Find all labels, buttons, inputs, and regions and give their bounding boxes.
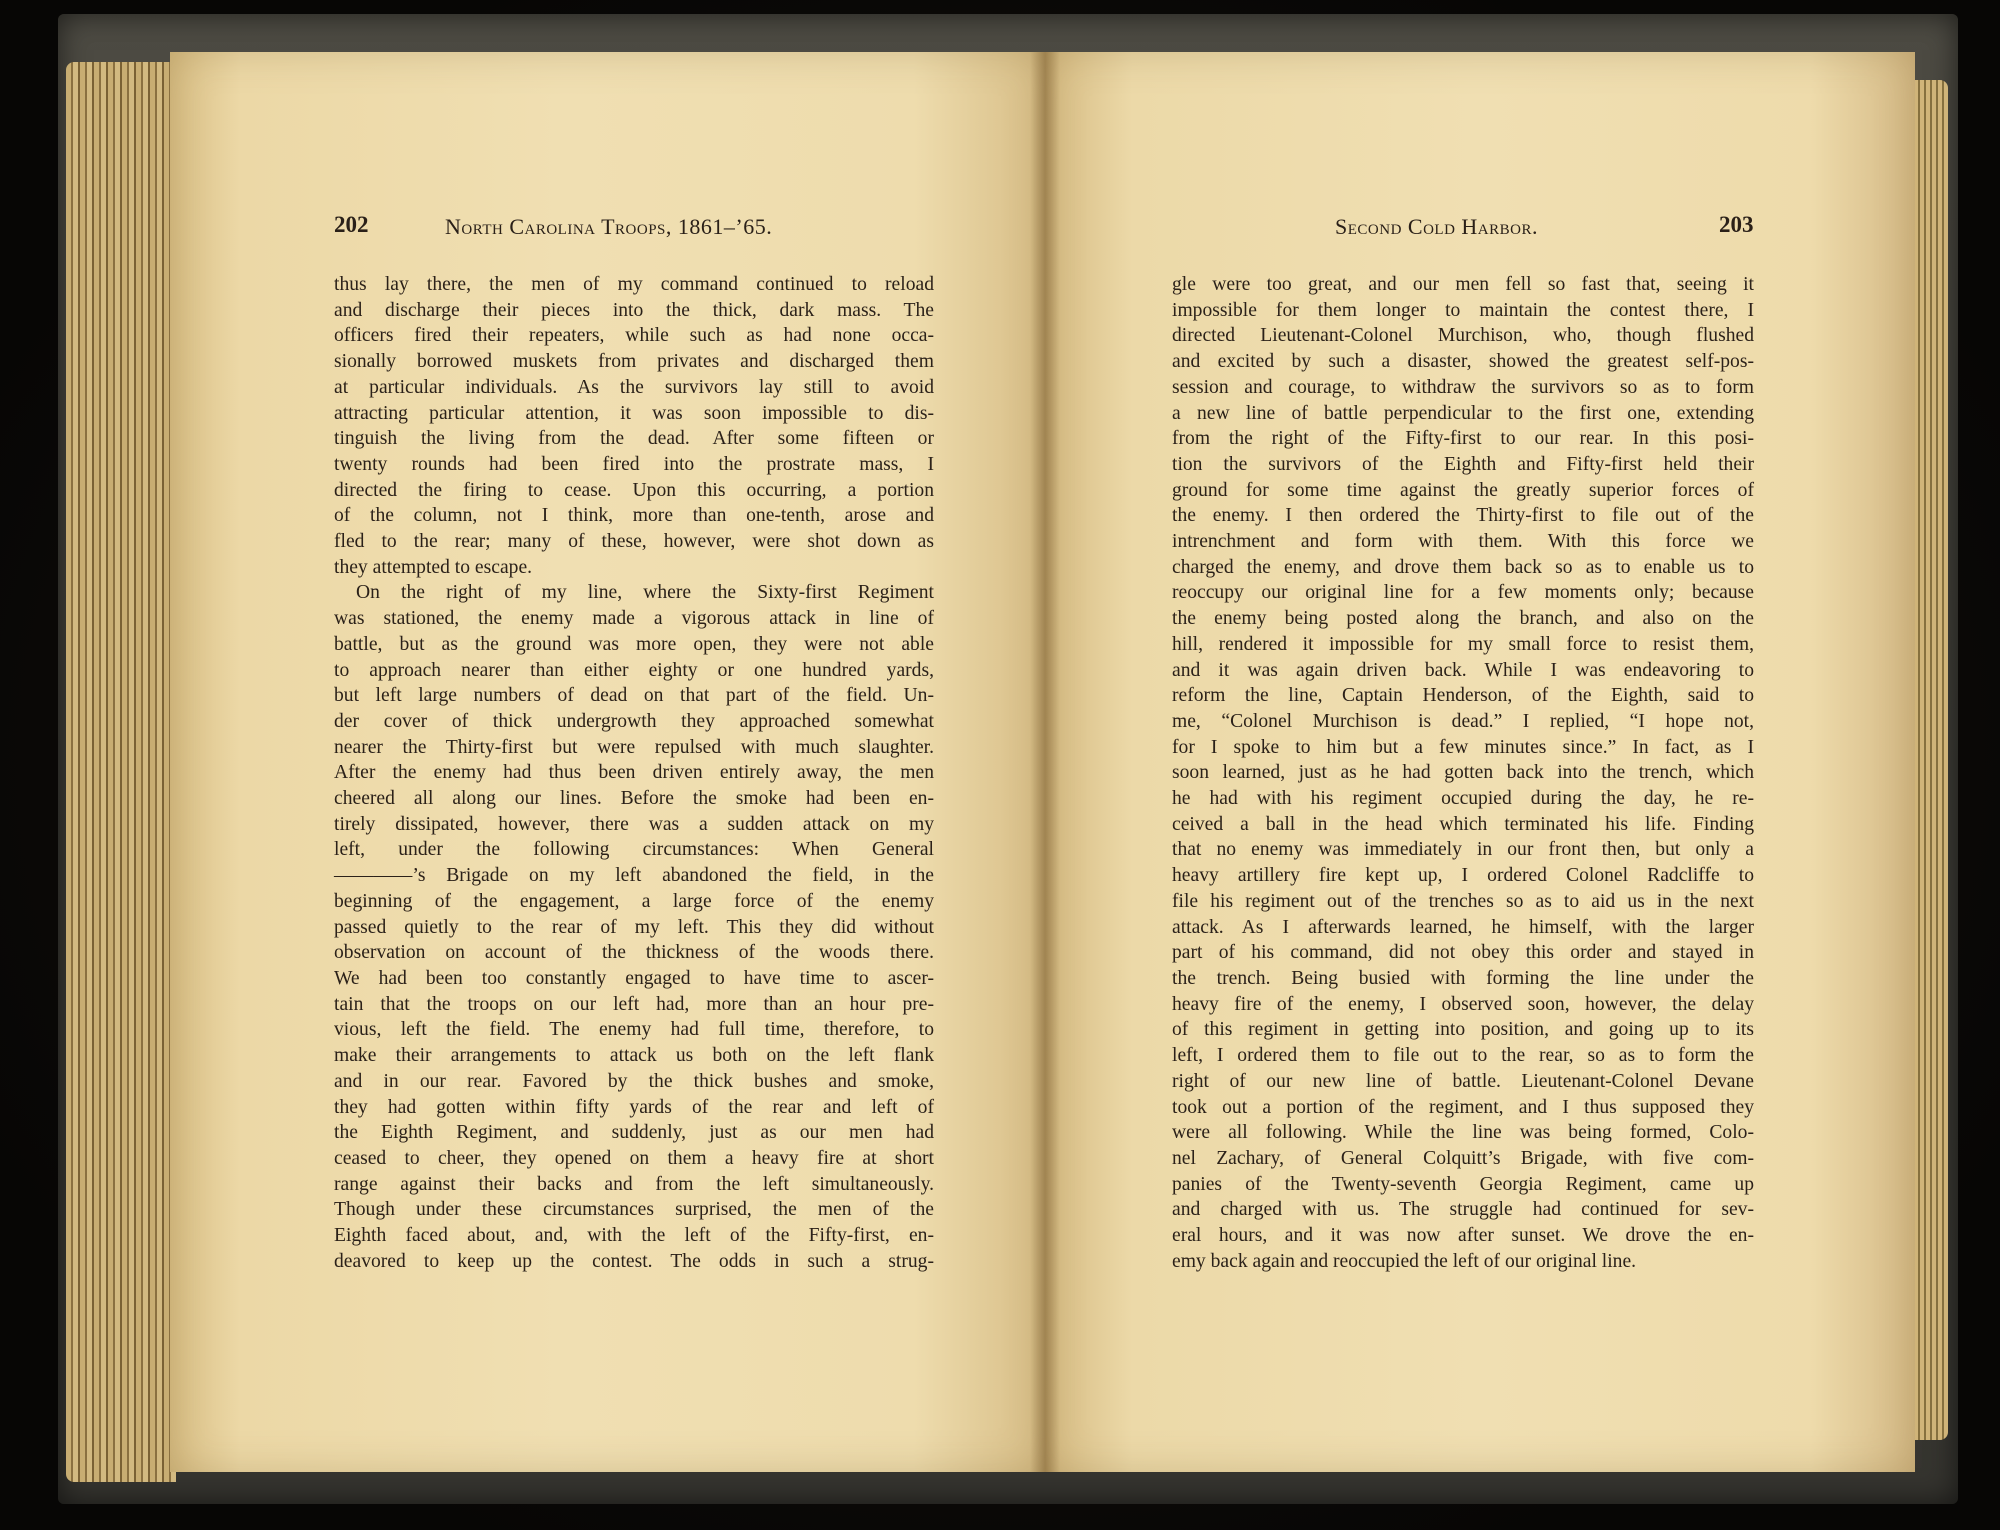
book-gutter [1030,52,1060,1472]
text-line: officers fired their repeaters, while such as had none occa- [334,325,934,347]
text-line: attracting particular attention, it was soon impossible to dis- [334,402,934,424]
text-line: they had gotten within fifty yards of the rear and left of [334,1096,934,1118]
text-line: eral hours, and it was now after sunset. We drove the en- [1172,1225,1754,1247]
text-line: On the right of my line, where the Sixty-first Regiment [356,582,934,604]
text-line: impossible for them longer to maintain the contest there, I [1172,299,1754,321]
right-running-head: Second Cold Harbor. [1335,214,1538,239]
text-line: charged the enemy, and drove them back so as to enable us to [1172,556,1754,578]
text-line: passed quietly to the rear of my left. This they did without [334,916,934,938]
text-line: heavy artillery fire kept up, I ordered Colonel Radcliffe to [1172,865,1754,887]
text-line: tirely dissipated, however, there was a sudden attack on my [334,813,934,835]
text-line: tion the survivors of the Eighth and Fifty-first held their [1172,453,1754,475]
text-line: ceased to cheer, they opened on them a heavy fire at short [334,1147,934,1169]
right-page-number: 203 [1719,212,1754,237]
text-line: left, I ordered them to file out to the rear, so as to form the [1172,1045,1754,1067]
right-page-body [1172,272,1754,1274]
text-line: session and courage, to withdraw the survivors so as to form [1172,376,1754,398]
text-line: the enemy. I then ordered the Thirty-first to file out of the [1172,505,1754,527]
text-line: We had been too constantly engaged to have time to ascer- [334,967,934,989]
text-line: Though under these circumstances surprised, the men of the [334,1199,934,1221]
text-line: nearer the Thirty-first but were repulsed with much slaughter. [334,736,934,758]
text-line: the enemy being posted along the branch, and also on the [1172,608,1754,630]
text-line: heavy fire of the enemy, I observed soon, however, the delay [1172,993,1754,1015]
text-line: directed Lieutenant-Colonel Murchison, who, though flushed [1172,325,1754,347]
left-page-body [334,272,934,1274]
text-line: ceived a ball in the head which terminated his life. Finding [1172,813,1754,835]
left-running-head: North Carolina Troops, 1861–’65. [445,214,773,239]
text-line: reform the line, Captain Henderson, of the Eighth, said to [1172,685,1754,707]
text-line: fled to the rear; many of these, however, were shot down as [334,531,934,553]
text-line: battle, but as the ground was more open, they were not able [334,633,934,655]
text-line: part of his command, did not obey this order and stayed in [1172,942,1754,964]
text-line: make their arrangements to attack us both on the left flank [334,1045,934,1067]
text-line: left, under the following circumstances: When General [334,839,934,861]
text-line: observation on account of the thickness of the woods there. [334,942,934,964]
text-line: me, “Colonel Murchison is dead.” I replied, “I hope not, [1172,710,1754,732]
text-line: and it was again driven back. While I was endeavoring to [1172,659,1754,681]
text-line: the Eighth Regiment, and suddenly, just as our men had [334,1122,934,1144]
text-line: and charged with us. The struggle had continued for sev- [1172,1199,1754,1221]
text-line: of this regiment in getting into position, and going up to its [1172,1019,1754,1041]
text-line: file his regiment out of the trenches so as to aid us in the next [1172,890,1754,912]
text-line: of the column, not I think, more than one-tenth, arose and [334,505,934,527]
text-line: After the enemy had thus been driven entirely away, the men [334,762,934,784]
text-line: Eighth faced about, and, with the left of the Fifty-first, en- [334,1225,934,1247]
text-line: emy back again and reoccupied the left of our original line. [1172,1250,1637,1272]
text-line: soon learned, just as he had gotten back into the trench, which [1172,762,1754,784]
text-line: for I spoke to him but a few minutes since.” In fact, as I [1172,736,1754,758]
text-line: range against their backs and from the left simultaneously. [334,1173,934,1195]
text-line: twenty rounds had been fired into the prostrate mass, I [334,453,934,475]
text-line: was stationed, the enemy made a vigorous attack in line of [334,608,934,630]
text-line: directed the firing to cease. Upon this occurring, a portion [334,479,934,501]
text-line: nel Zachary, of General Colquitt’s Brigade, with five com- [1172,1147,1754,1169]
text-line: vious, left the field. The enemy had full time, therefore, to [334,1019,934,1041]
text-line: tain that the troops on our left had, more than an hour pre- [334,993,934,1015]
text-line: thus lay there, the men of my command continued to reload [334,274,934,295]
text-line: the trench. Being busied with forming the line under the [1172,967,1754,989]
text-line: gle were too great, and our men fell so fast that, seeing it [1172,274,1754,295]
text-line: from the right of the Fifty-first to our rear. In this posi- [1172,428,1754,450]
text-line: right of our new line of battle. Lieutenant-Colonel Devane [1172,1070,1754,1092]
text-line: der cover of thick undergrowth they approached somewhat [334,710,934,732]
text-line: and excited by such a disaster, showed the greatest self-pos- [1172,351,1754,373]
text-line: beginning of the engagement, a large force of the enemy [334,890,934,912]
left-page-edges [66,62,176,1482]
text-line: but left large numbers of dead on that part of the field. Un- [334,685,934,707]
text-line: and in our rear. Favored by the thick bushes and smoke, [334,1070,934,1092]
text-line: took out a portion of the regiment, and I thus supposed they [1172,1096,1754,1118]
text-line: reoccupy our original line for a few moments only; because [1172,582,1754,604]
text-line: tinguish the living from the dead. After some fifteen or [334,428,934,450]
text-line: to approach nearer than either eighty or one hundred yards, [334,659,934,681]
text-line: they attempted to escape. [334,556,533,578]
text-line: were all following. While the line was being formed, Colo- [1172,1122,1754,1144]
text-line: hill, rendered it impossible for my small force to resist them, [1172,633,1754,655]
text-line: he had with his regiment occupied during the day, he re- [1172,788,1754,810]
text-line: ————’s Brigade on my left abandoned the field, in the [334,865,934,887]
text-line: intrenchment and form with them. With this force we [1172,531,1754,553]
text-line: attack. As I afterwards learned, he himself, with the larger [1172,916,1754,938]
text-line: deavored to keep up the contest. The odds in such a strug- [334,1250,934,1272]
text-line: ground for some time against the greatly superior forces of [1172,479,1754,501]
text-line: panies of the Twenty-seventh Georgia Regiment, came up [1172,1173,1754,1195]
text-line: a new line of battle perpendicular to the first one, extending [1172,402,1754,424]
text-line: and discharge their pieces into the thick, dark mass. The [334,299,934,321]
text-line: sionally borrowed muskets from privates and discharged them [334,351,934,373]
left-page-number: 202 [334,212,369,237]
text-line: that no enemy was immediately in our front then, but only a [1172,839,1754,861]
text-line: at particular individuals. As the survivors lay still to avoid [334,376,934,398]
text-line: cheered all along our lines. Before the smoke had been en- [334,788,934,810]
